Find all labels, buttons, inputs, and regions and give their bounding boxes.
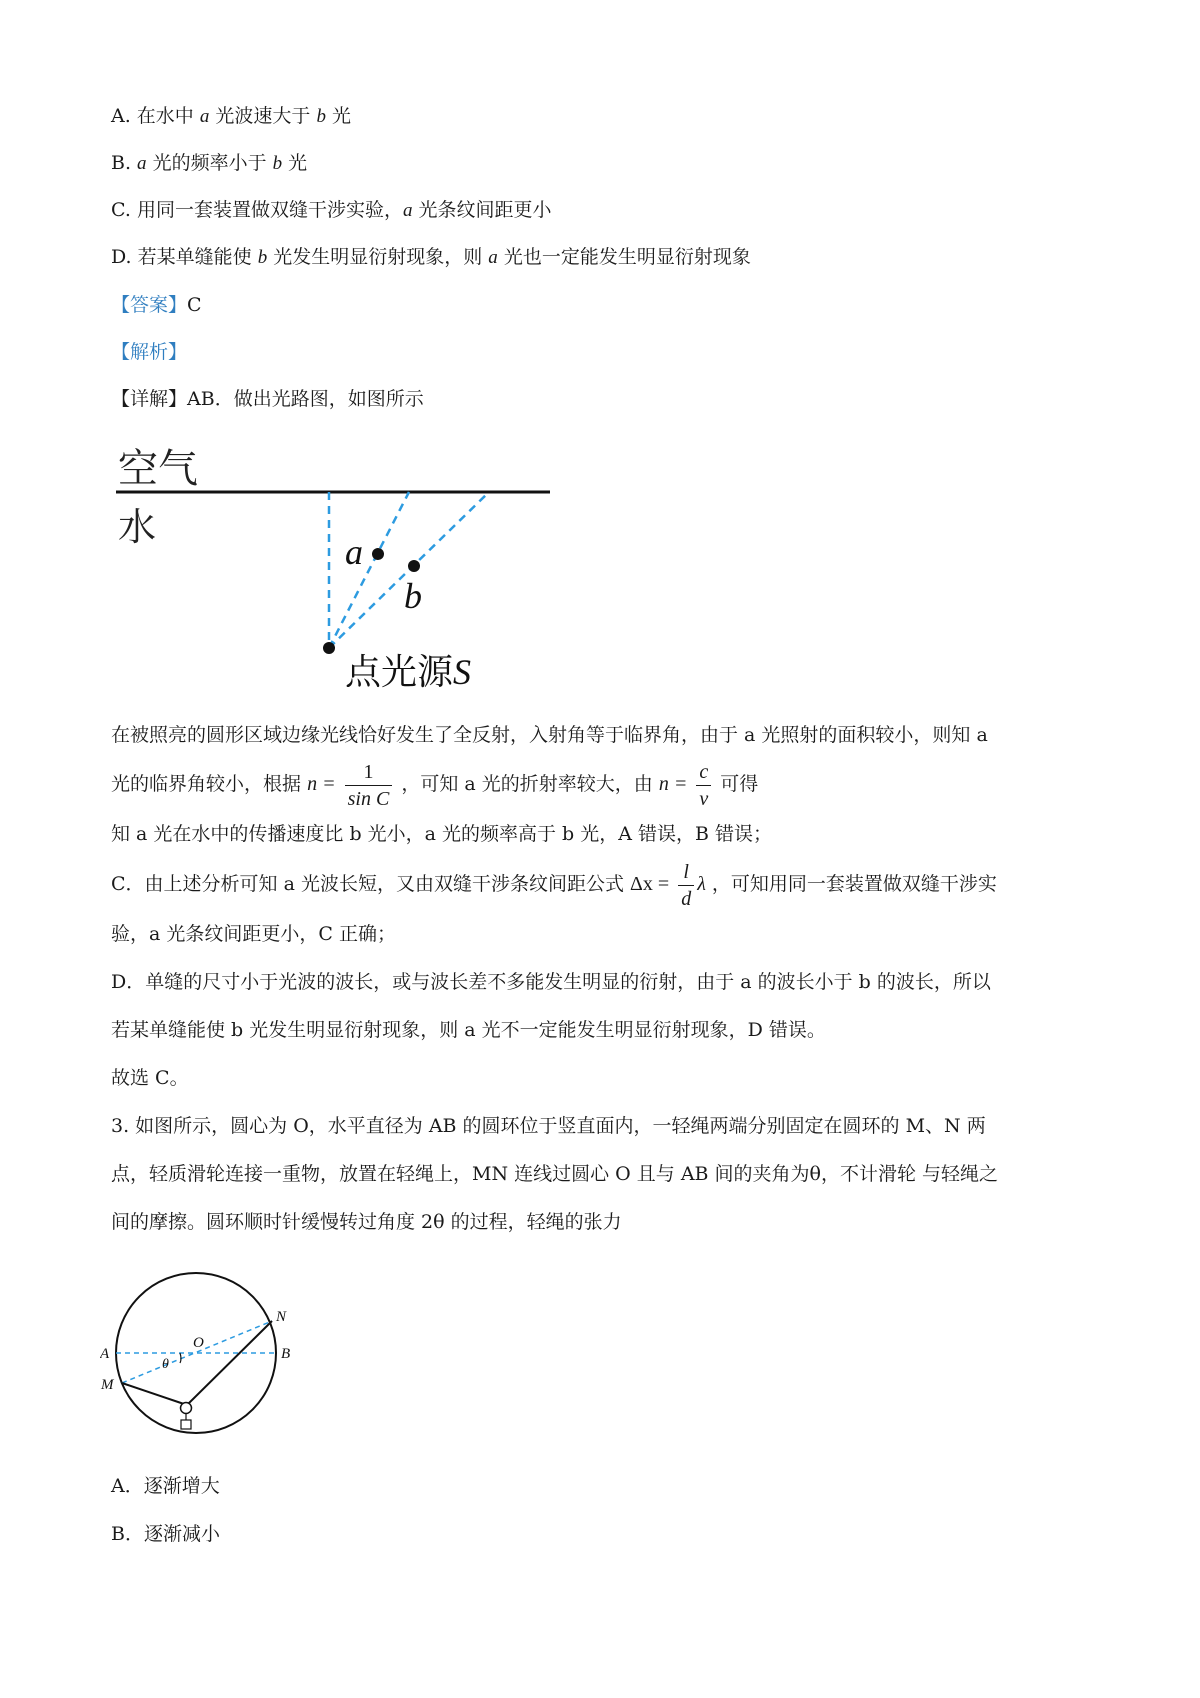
rope-right	[188, 1321, 272, 1404]
point-b-dot	[408, 560, 420, 572]
option-a-q2: A. 在水中 a 光波速大于 b 光	[111, 105, 351, 127]
explanation-p5: 验，a 光条纹间距更小，C 正确；	[111, 923, 396, 945]
option-a-q3: A．逐渐增大	[111, 1475, 220, 1497]
formula-fringe-spacing: $\frac{l}{d}$	[678, 859, 694, 912]
option-d-q2: D. 若某单缝能使 b 光发生明显衍射现象，则 a 光也一定能发生明显衍射现象	[111, 246, 751, 268]
ring-pulley-diagram	[100, 1265, 320, 1445]
label-a: A	[100, 1346, 110, 1362]
explanation-p1: 在被照亮的圆形区域边缘光线恰好发生了全反射，入射角等于临界角，由于 a 光照射的面积较小，则知 a	[111, 724, 988, 746]
angle-arc	[180, 1353, 181, 1363]
point-a-dot	[372, 548, 384, 560]
answer-value: C	[187, 294, 202, 316]
weight	[181, 1420, 191, 1429]
explanation-p4: C．由上述分析可知 a 光波长短，又由双缝干涉条纹间距公式 Δx = $\frac{l}{d}$ λ ，可知用同一套装置做双缝干涉实	[111, 860, 997, 910]
air-label: 空气	[118, 446, 198, 491]
option-c-q2: C. 用同一套装置做双缝干涉实验，a 光条纹间距更小	[111, 199, 552, 221]
explanation-p6: D．单缝的尺寸小于光波的波长，或与波长差不多能发生明显的衍射，由于 a 的波长小于 b 的波长，所以	[111, 971, 991, 993]
source-dot	[323, 642, 335, 654]
formula-speed: $\frac{c}{v}$	[696, 759, 711, 812]
question3-line1: 3. 如图所示，圆心为 O，水平直径为 AB 的圆环位于竖直面内，一轻绳两端分别固定在圆环的 M、N 两	[111, 1115, 986, 1137]
label-theta: θ	[162, 1357, 169, 1372]
answer-line	[111, 293, 202, 317]
pulley	[181, 1403, 192, 1414]
explanation-p8: 故选 C。	[111, 1067, 189, 1089]
point-b-label: b	[404, 576, 422, 616]
analysis-label: 【解析】	[111, 341, 188, 363]
light-path-diagram	[100, 432, 560, 692]
answer-label: 【答案】	[111, 294, 188, 316]
explanation-p3: 知 a 光在水中的传播速度比 b 光小，a 光的频率高于 b 光，A 错误，B 错误；	[111, 823, 773, 845]
explanation-p7: 若某单缝能使 b 光发生明显衍射现象，则 a 光不一定能发生明显衍射现象，D 错误。	[111, 1019, 826, 1041]
option-b-q3: B．逐渐减小	[111, 1523, 220, 1545]
label-m: M	[101, 1377, 114, 1393]
water-label: 水	[118, 507, 157, 549]
line-mn	[122, 1321, 272, 1383]
question3-line2: 点，轻质滑轮连接一重物，放置在轻绳上，MN 连线过圆心 O 且与 AB 间的夹角为θ，不计滑轮 与轻绳之	[111, 1163, 999, 1185]
label-n: N	[276, 1309, 287, 1325]
label-o: O	[193, 1335, 204, 1351]
detail-line: 【详解】AB．做出光路图，如图所示	[111, 388, 424, 410]
option-b-q2: B. a 光的频率小于 b 光	[111, 152, 308, 174]
explanation-p2: 光的临界角较小，根据 n = $\frac{1}{\text{sin C}}$ ，可知 a 光的折射率较大，由 n = $\frac{c}{v}$ 可得	[111, 760, 759, 810]
ray-a	[329, 492, 409, 648]
question3-line3: 间的摩擦。圆环顺时针缓慢转过角度 2θ 的过程，轻绳的张力	[111, 1211, 622, 1233]
formula-critical-angle: $\frac{1}{\text{sin C}}$	[345, 759, 393, 812]
label-b: B	[281, 1346, 291, 1362]
point-a-label: a	[345, 532, 363, 572]
source-label: 点光源S	[345, 652, 472, 692]
